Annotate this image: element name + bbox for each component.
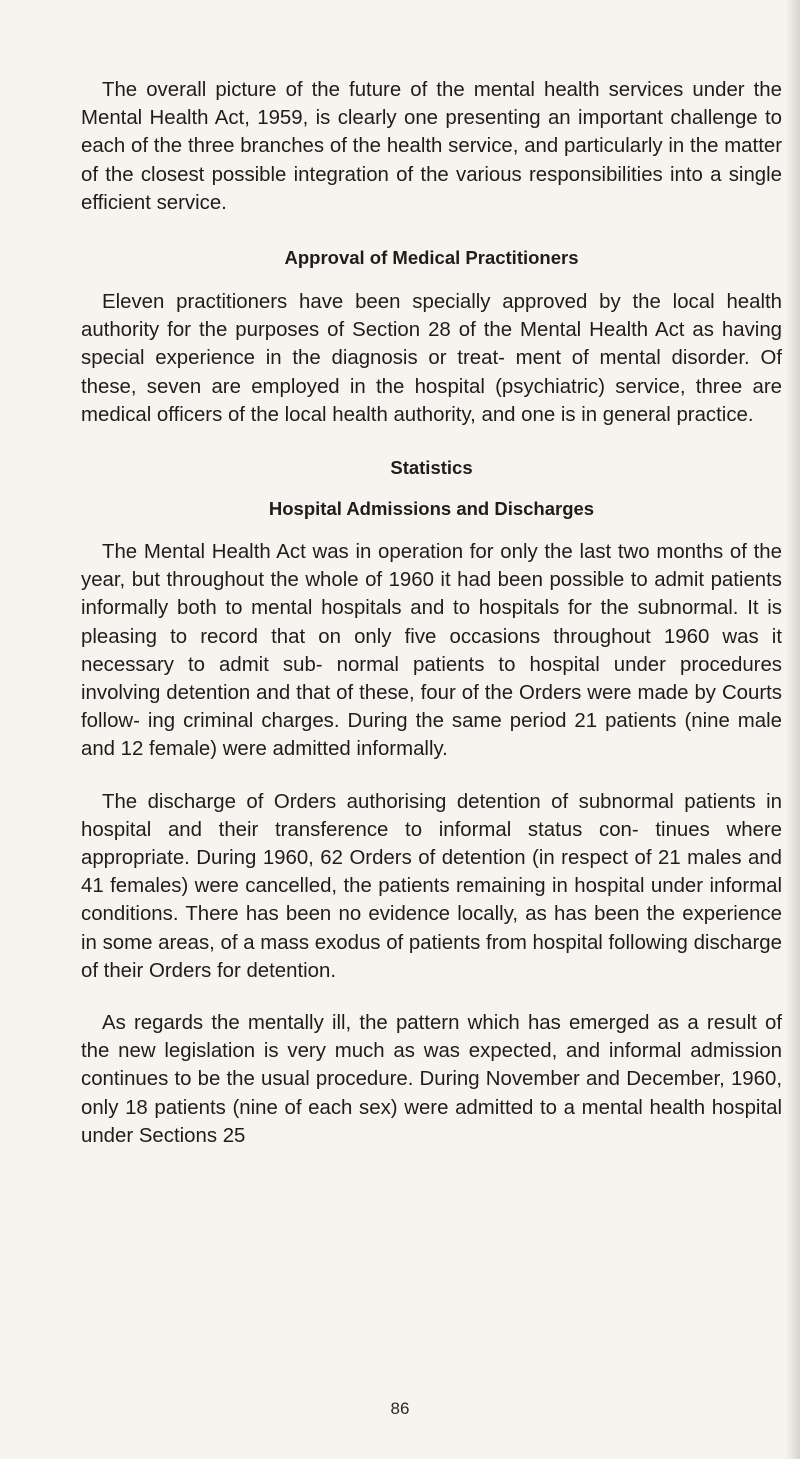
paragraph-mentally-ill: As regards the mentally ill, the pattern which has emerged as a result of the new legislation is very much as was expected, and informal admission continues to be the usual procedure. During November and December, 1960, only 18 patients (nine of each sex) were admitted to a mental health hospital under Sections 25 bbox=[81, 1012, 782, 1147]
heading-statistics: Statistics bbox=[390, 457, 473, 479]
paragraph-admissions: The Mental Health Act was in operation for only the last two months of the year, but throughout the whole of 1960 it had been possible to admit patients informally both to mental hospitals and to hospitals for the subnormal. It is pleasing to record that on only five occasions throughout 1960 was it necessary to admit sub- normal patients to hospital under procedures involving detention and that of these, four of the Orders were made by Courts follow- ing criminal charges. During the same period 21 patients (nine male and 12 female) were admitted informally. bbox=[81, 541, 782, 761]
page-number: 86 bbox=[390, 1399, 410, 1418]
heading-approval-medical-practitioners: Approval of Medical Practitioners bbox=[284, 247, 579, 269]
heading-hospital-admissions-discharges: Hospital Admissions and Discharges bbox=[268, 498, 595, 520]
paragraph-mental-health-services: The overall picture of the future of the mental health services under the Mental Health Act, 1959, is clearly one presenting an important challenge to each of the three branches of the health service, and particularly in the matter of the closest possible integration of the various responsibilities into a single efficient service. bbox=[81, 79, 782, 214]
paragraph-discharge-orders: The discharge of Orders authorising detention of subnormal patients in hospital and their transference to informal status con- tinues where appropriate. During 1960, 62 Orders of detention (in respect of 21 males and 41 females) were cancelled, the patients remaining in hospital under informal conditions. There has been no evidence locally, as has been the experience in some areas, of a mass exodus of patients from hospital following discharge of their Orders for detention. bbox=[81, 790, 782, 982]
document-body bbox=[81, 76, 782, 1150]
paragraph-approved-practitioners: Eleven practitioners have been specially approved by the local health authority for the purposes of Section 28 of the Mental Health Act as having special experience in the diagnosis or treat- ment of mental disorder. Of these, seven are employed in the hospital (psychiatric) service, three are medical officers of the local health authority, and one is in general practice. bbox=[81, 291, 782, 426]
page-edge-shadow bbox=[786, 0, 800, 1459]
